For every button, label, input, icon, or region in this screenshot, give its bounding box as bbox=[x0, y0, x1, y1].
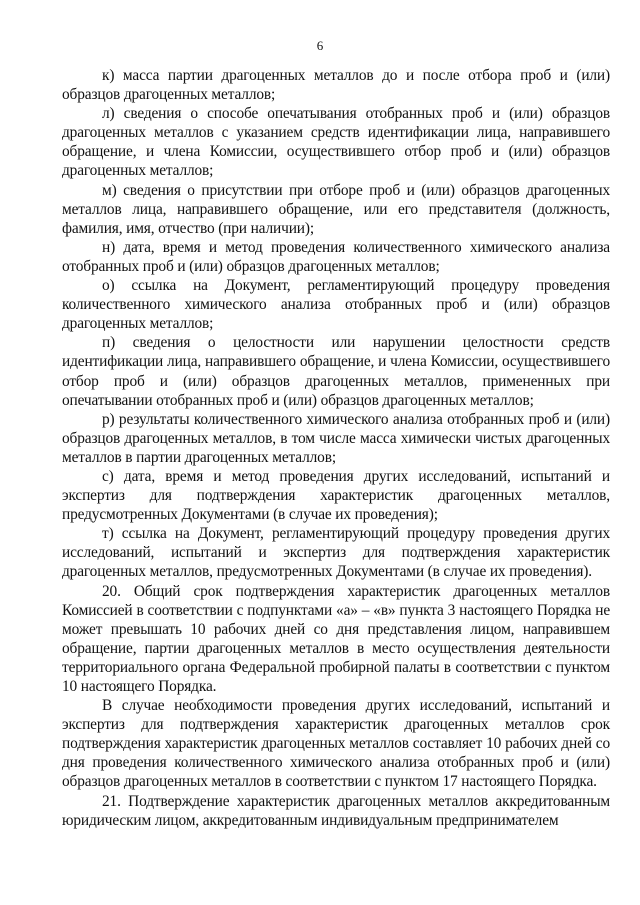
paragraph-m: м) сведения о присутствии при отборе проб и (или) образцов драгоценных металлов лица, направившего обращение, или его представителя (должность, фамилия, имя, отчество (при наличии); bbox=[62, 181, 610, 237]
paragraph-p: п) сведения о целостности или нарушении целостности средств идентификации лица, направившего обращение, и члена Комиссии, осуществившего отбор проб и (или) образцов драгоценных металлов, примененных при опечатывании отобранных проб и (или) образцов драгоценных металлов; bbox=[62, 334, 610, 409]
paragraph-o: о) ссылка на Документ, регламентирующий процедуру проведения количественного химического анализа отобранных проб и (или) образцов драгоценных металлов; bbox=[62, 277, 610, 333]
paragraph-21: 21. Подтверждение характеристик драгоценных металлов аккредитованным юридическим лицом, аккредитованным индивидуальным предпринимателем bbox=[62, 792, 610, 829]
paragraph-l: л) сведения о способе опечатывания отобранных проб и (или) образцов драгоценных металлов с указанием средств идентификации лица, направившего обращение, и члена Комиссии, осуществившего отбор проб и (или) образцов драгоценных металлов; bbox=[62, 105, 610, 180]
paragraph-n: н) дата, время и метод проведения количественного химического анализа отобранных проб и (или) образцов драгоценных металлов; bbox=[62, 238, 610, 275]
paragraph-r: р) результаты количественного химического анализа отобранных проб и (или) образцов драгоценных металлов, в том числе масса химически чистых драгоценных металлов в партии драгоценных металлов; bbox=[62, 410, 610, 466]
paragraph-20-continued: В случае необходимости проведения других исследований, испытаний и экспертиз для подтверждения характеристик драгоценных металлов срок подтверждения характеристик драгоценных металлов составляет 10 рабочих дней со дня проведения количественного химического анализа отобранных проб и (или) образцов драгоценных металлов в соответствии с пунктом 17 настоящего Порядка. bbox=[62, 697, 610, 791]
document-body bbox=[62, 66, 610, 830]
paragraph-t: т) ссылка на Документ, регламентирующий процедуру проведения других исследований, испытаний и экспертиз для подтверждения характеристик драгоценных металлов, предусмотренных Документами (в случае их проведения). bbox=[62, 525, 610, 581]
paragraph-20: 20. Общий срок подтверждения характеристик драгоценных металлов Комиссией в соответствии с подпунктами «а» – «в» пункта 3 настоящего Порядка не может превышать 10 рабочих дней со дня представления лицом, направившем обращение, партии драгоценных металлов в место осуществления деятельности территориального органа Федеральной пробирной палаты в соответствии с пунктом 10 настоящего Порядка. bbox=[62, 582, 610, 695]
paragraph-s: с) дата, время и метод проведения других исследований, испытаний и экспертиз для подтверждения характеристик драгоценных металлов, предусмотренных Документами (в случае их проведения); bbox=[62, 467, 610, 524]
page-number: 6 bbox=[316, 38, 324, 53]
paragraph-k: к) масса партии драгоценных металлов до и после отбора проб и (или) образцов драгоценных металлов; bbox=[62, 67, 610, 104]
